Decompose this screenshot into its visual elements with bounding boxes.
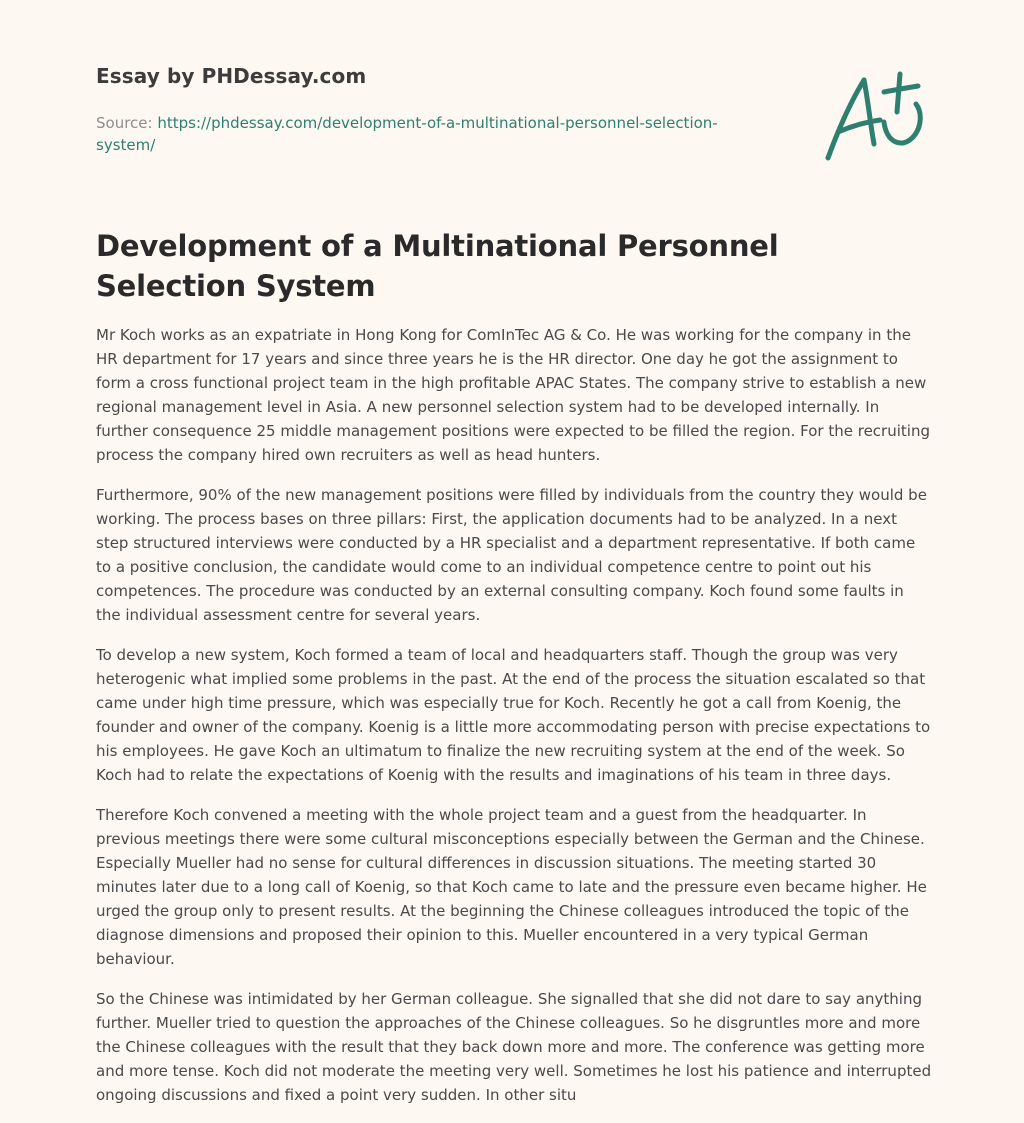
site-title: Essay by PHDessay.com (96, 64, 367, 88)
paragraph: Furthermore, 90% of the new management positions were filled by individuals from the country they would be working. The process bases on three pillars: First, the application documents had to be analyzed. In a next step structured interviews were conducted by a HR specialist and a department representative. If both came to a positive conclusion, the candidate would come to an individual competence centre to point out his competences. The procedure was conducted by an external consulting company. Koch found some faults in the individual assessment centre for several years. (96, 486, 927, 624)
paragraph: To develop a new system, Koch formed a team of local and headquarters staff. Though the group was very heterogenic what implied some problems in the past. At the end of the process the situation escalated so that came under high time pressure, which was especially true for Koch. Recently he got a call from Koenig, the founder and owner of the company. Koenig is a little more accommodating person with precise expectations to his employees. He gave Koch an ultimatum to finalize the new recruiting system at the end of the week. So Koch had to relate the expectations of Koenig with the results and imaginations of his team in three days. (96, 646, 931, 784)
paragraph: So the Chinese was intimidated by her German colleague. She signalled that she did not dare to say anything further. Mueller tried to question the approaches of the Chinese colleagues. So he disgruntles more and more the Chinese colleagues with the result that they back down more and more. The conference was getting more and more tense. Koch did not moderate the meeting very well. Sometimes he lost his patience and interrupted ongoing discussions and fixed a point very sudden. In other situ (96, 990, 932, 1104)
essay-body (96, 323, 932, 1123)
source-link[interactable]: https://phdessay.com/development-of-a-multinational-personnel-selection-system/ (96, 114, 718, 154)
source-label: Source: (96, 114, 158, 132)
a-plus-logo-icon (818, 66, 928, 166)
essay-title: Development of a Multinational Personnel Selection System (96, 229, 779, 303)
paragraph: Mr Koch works as an expatriate in Hong Kong for ComInTec AG & Co. He was working for the company in the HR department for 17 years and since three years he is the HR director. One day he got the assignment to form a cross functional project team in the high profitable APAC States. The company strive to establish a new regional management level in Asia. A new personnel selection system had to be developed internally. In further consequence 25 middle management positions were expected to be filled the region. For the recruiting process the company hired own recruiters as well as head hunters. (96, 326, 930, 464)
source-line (96, 112, 736, 156)
paragraph: Therefore Koch convened a meeting with the whole project team and a guest from the headquarter. In previous meetings there were some cultural misconceptions especially between the German and the Chinese. Especially Mueller had no sense for cultural differences in discussion situations. The meeting started 30 minutes later due to a long call of Koenig, so that Koch came to late and the pressure even became higher. He urged the group only to present results. At the beginning the Chinese colleagues introduced the topic of the diagnose dimensions and proposed their opinion to this. Mueller encountered in a very typical German behaviour. (96, 806, 927, 968)
